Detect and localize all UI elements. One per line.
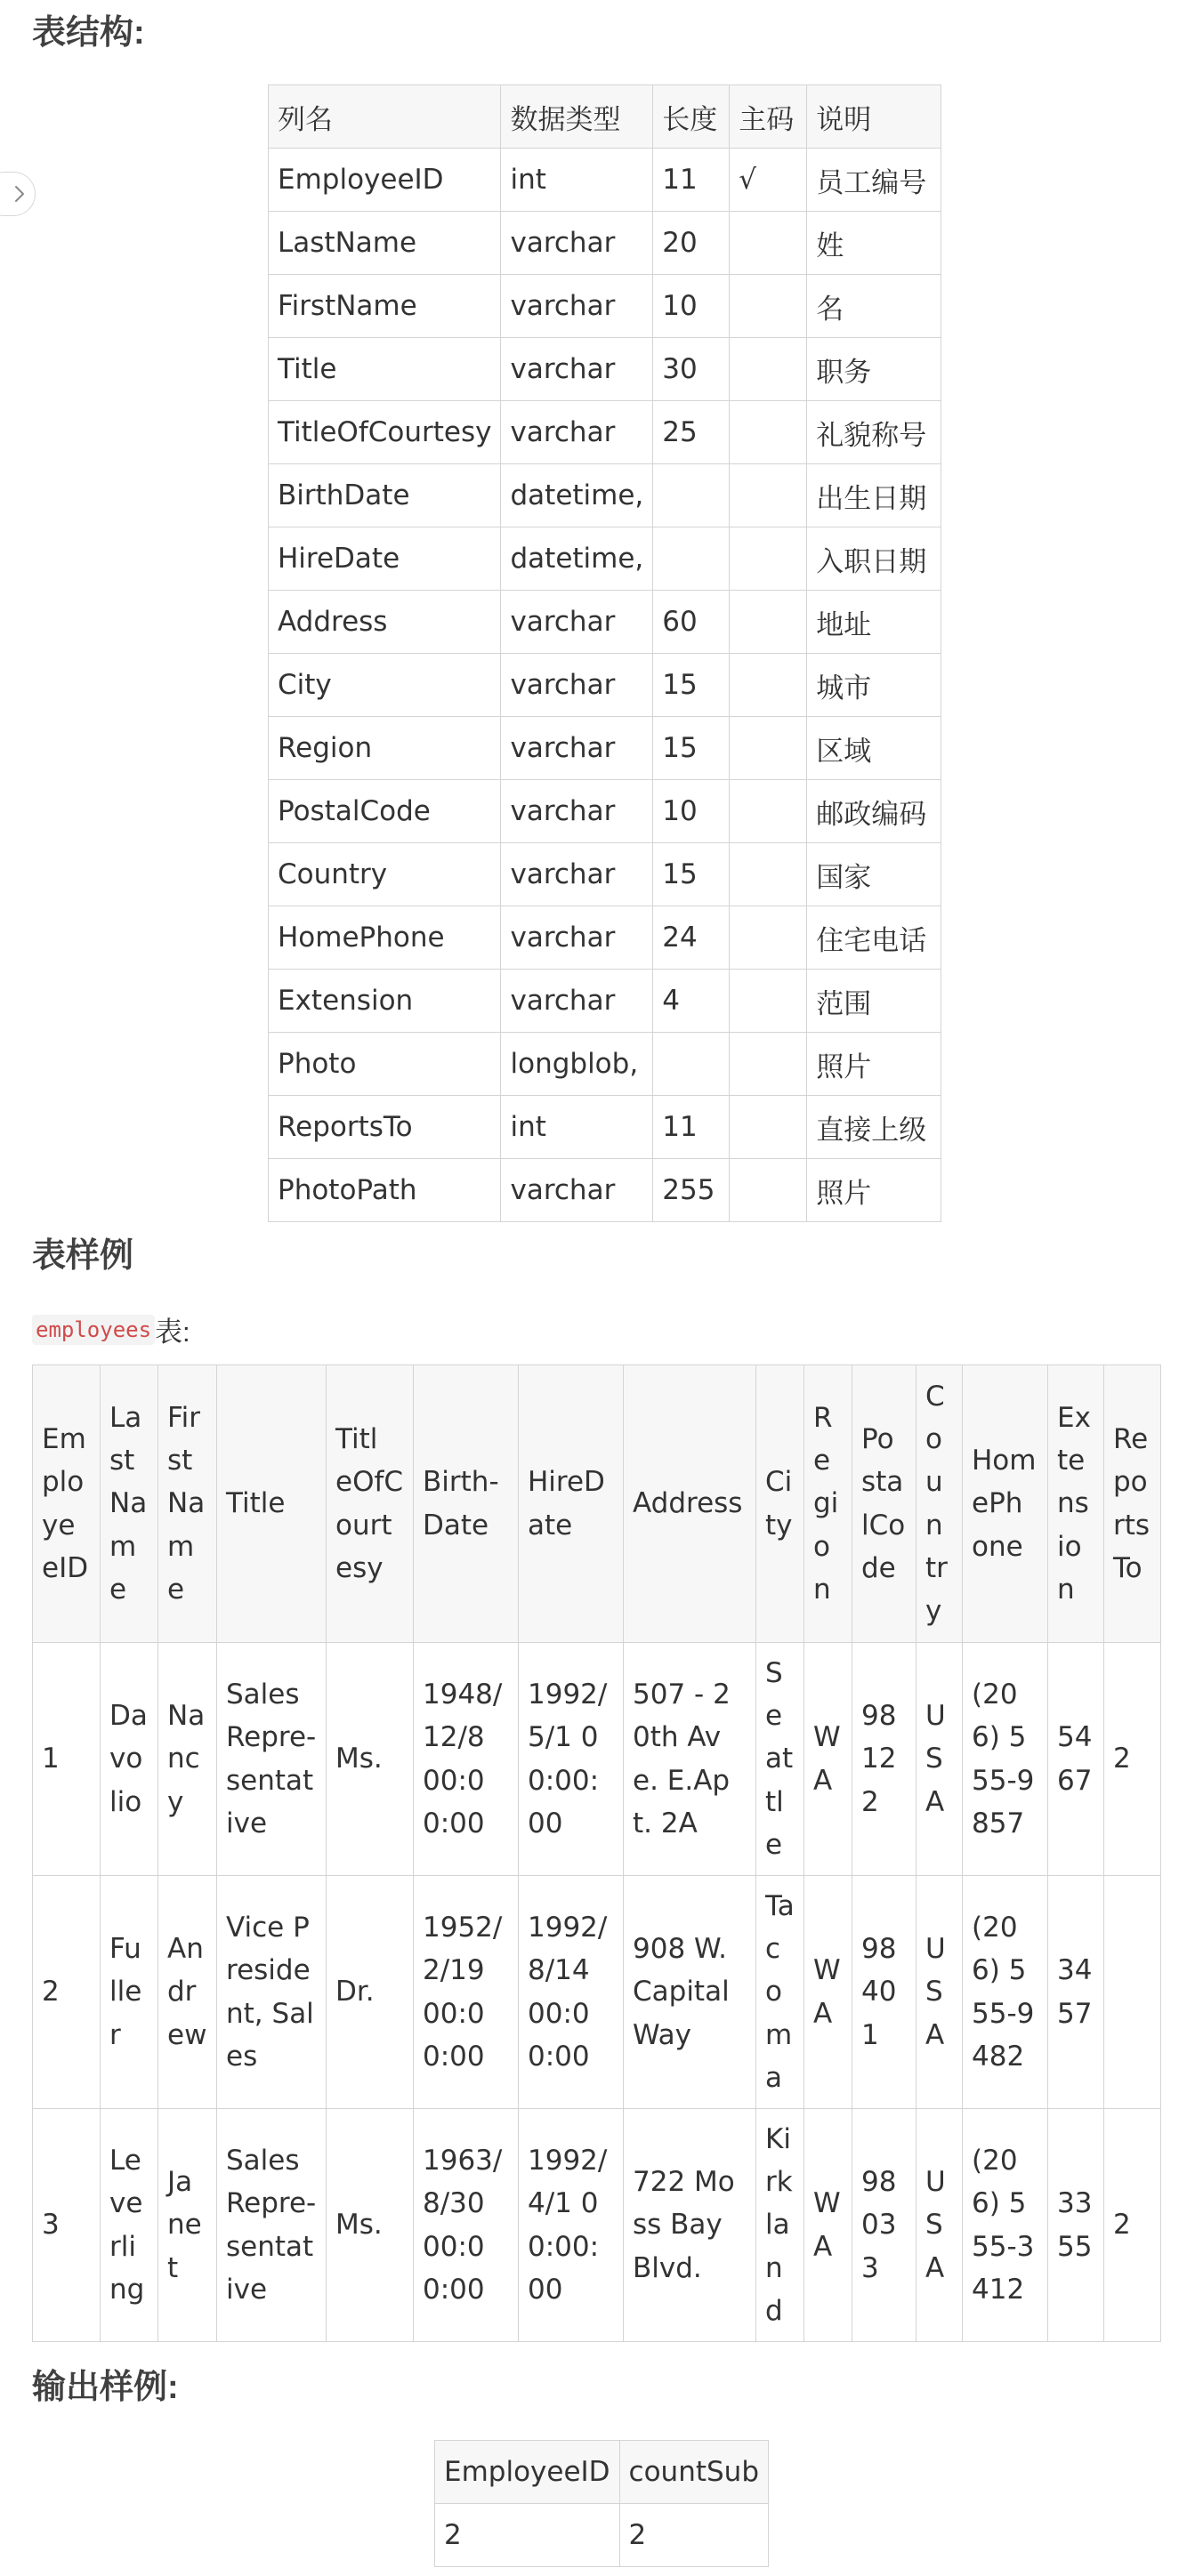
table-cell: Fuller xyxy=(101,1876,158,2109)
table-cell: 722 Moss Bay Blvd. xyxy=(624,2109,756,2342)
table-name-suffix: 表: xyxy=(155,1316,190,1348)
table-cell: PostalCode xyxy=(269,780,501,843)
table-cell xyxy=(730,906,807,970)
table-cell: 98122 xyxy=(852,1643,916,1876)
column-header: 说明 xyxy=(807,85,941,149)
table-row xyxy=(269,654,941,717)
table-cell xyxy=(653,1033,730,1096)
table-cell: 15 xyxy=(653,843,730,906)
table-row xyxy=(435,2504,769,2567)
table-cell: WA xyxy=(804,2109,852,2342)
output-table xyxy=(434,2440,769,2567)
table-cell: USA xyxy=(916,1643,963,1876)
table-cell: 1 xyxy=(33,1643,101,1876)
table-cell xyxy=(730,1096,807,1159)
table-cell: 直接上级 xyxy=(807,1096,941,1159)
table-cell xyxy=(730,780,807,843)
table-cell: varchar xyxy=(501,906,653,970)
table-row xyxy=(269,1033,941,1096)
table-cell: 3457 xyxy=(1048,1876,1104,2109)
table-cell: City xyxy=(269,654,501,717)
table-cell: varchar xyxy=(501,338,653,401)
column-header: countSub xyxy=(619,2441,768,2504)
table-cell: 区域 xyxy=(807,717,941,780)
table-cell xyxy=(730,338,807,401)
column-header: 长度 xyxy=(653,85,730,149)
table-cell xyxy=(730,401,807,464)
table-cell: 地址 xyxy=(807,591,941,654)
table-cell: varchar xyxy=(501,401,653,464)
table-cell: 2 xyxy=(1104,2109,1161,2342)
table-row xyxy=(269,212,941,275)
table-cell xyxy=(730,212,807,275)
column-header: Country xyxy=(916,1365,963,1643)
table-cell xyxy=(730,1159,807,1222)
table-row xyxy=(269,527,941,591)
table-cell: varchar xyxy=(501,212,653,275)
column-header: HireDate xyxy=(519,1365,624,1643)
table-cell: 20 xyxy=(653,212,730,275)
table-cell: longblob, xyxy=(501,1033,653,1096)
column-header: Region xyxy=(804,1365,852,1643)
table-cell: 5467 xyxy=(1048,1643,1104,1876)
column-header: TitleOfCourtesy xyxy=(327,1365,414,1643)
table-cell: 10 xyxy=(653,275,730,338)
table-cell: 2 xyxy=(1104,1643,1161,1876)
table-cell: USA xyxy=(916,1876,963,2109)
table-cell: 98401 xyxy=(852,1876,916,2109)
table-cell: 3355 xyxy=(1048,2109,1104,2342)
table-cell: 15 xyxy=(653,654,730,717)
output-header-row xyxy=(435,2441,769,2504)
table-cell: Seattle xyxy=(756,1643,804,1876)
table-cell: 30 xyxy=(653,338,730,401)
column-header: FirstName xyxy=(158,1365,217,1643)
table-cell: Janet xyxy=(158,2109,217,2342)
column-header: 数据类型 xyxy=(501,85,653,149)
table-cell xyxy=(730,464,807,527)
table-cell: 职务 xyxy=(807,338,941,401)
table-cell: 1992/​5/1 00:00:​00 xyxy=(519,1643,624,1876)
table-cell: varchar xyxy=(501,843,653,906)
table-cell: int xyxy=(501,1096,653,1159)
table-cell: 1952/​2/19 00:00:​00 xyxy=(414,1876,519,2109)
table-cell: 出生日期 xyxy=(807,464,941,527)
table-cell xyxy=(730,1033,807,1096)
chevron-right-icon xyxy=(13,184,26,204)
table-row xyxy=(269,906,941,970)
table-cell: 范围 xyxy=(807,970,941,1033)
table-cell: 1992/​4/1 00:00:​00 xyxy=(519,2109,624,2342)
table-row xyxy=(269,843,941,906)
table-cell: Leverling xyxy=(101,2109,158,2342)
sidebar-toggle-button[interactable] xyxy=(0,172,36,216)
table-cell: Region xyxy=(269,717,501,780)
table-cell: 15 xyxy=(653,717,730,780)
table-cell: 1963/​8/30 00:00:​00 xyxy=(414,2109,519,2342)
table-cell: Sales Representative xyxy=(217,1643,327,1876)
table-row xyxy=(269,464,941,527)
table-cell: 2 xyxy=(619,2504,768,2567)
column-header: PostalCode xyxy=(852,1365,916,1643)
table-cell: varchar xyxy=(501,1159,653,1222)
column-header: EmployeeID xyxy=(435,2441,620,2504)
structure-table xyxy=(268,85,941,1222)
table-cell: 3 xyxy=(33,2109,101,2342)
table-cell: 1992/​8/14 00:00:​00 xyxy=(519,1876,624,2109)
table-cell: varchar xyxy=(501,591,653,654)
table-cell: TitleOfCourtesy xyxy=(269,401,501,464)
table-cell: (206) 555-9482 xyxy=(963,1876,1048,2109)
table-cell: FirstName xyxy=(269,275,501,338)
column-header: City xyxy=(756,1365,804,1643)
table-cell: HomePhone xyxy=(269,906,501,970)
table-cell: 2 xyxy=(33,1876,101,2109)
table-cell: 入职日期 xyxy=(807,527,941,591)
sample-table xyxy=(32,1364,1161,2342)
output-heading: 输出样例: xyxy=(32,2369,179,2406)
table-cell: varchar xyxy=(501,780,653,843)
table-cell: Title xyxy=(269,338,501,401)
table-cell: varchar xyxy=(501,654,653,717)
table-cell: 1948/​12/8 00:00:​00 xyxy=(414,1643,519,1876)
table-cell: Sales Representative xyxy=(217,2109,327,2342)
table-cell: varchar xyxy=(501,717,653,780)
table-row xyxy=(33,1876,1161,2109)
table-name-code: employees xyxy=(32,1315,155,1345)
column-header: HomePhone xyxy=(963,1365,1048,1643)
table-cell: 507 - 20th Ave. E.Apt. 2A xyxy=(624,1643,756,1876)
table-cell xyxy=(730,970,807,1033)
table-cell: 60 xyxy=(653,591,730,654)
table-row xyxy=(269,338,941,401)
table-cell: HireDate xyxy=(269,527,501,591)
table-cell xyxy=(653,527,730,591)
table-cell: 4 xyxy=(653,970,730,1033)
column-header: ReportsTo xyxy=(1104,1365,1161,1643)
column-header: LastName xyxy=(101,1365,158,1643)
table-cell: 城市 xyxy=(807,654,941,717)
table-cell: varchar xyxy=(501,275,653,338)
column-header: Extension xyxy=(1048,1365,1104,1643)
table-cell: 10 xyxy=(653,780,730,843)
table-cell xyxy=(730,717,807,780)
table-cell: WA xyxy=(804,1876,852,2109)
column-header: BirthDate xyxy=(414,1365,519,1643)
table-cell: EmployeeID xyxy=(269,149,501,212)
table-cell xyxy=(730,843,807,906)
table-row xyxy=(269,1096,941,1159)
table-cell: Ms. xyxy=(327,2109,414,2342)
table-cell: datetime, xyxy=(501,527,653,591)
structure-header-row xyxy=(269,85,941,149)
table-cell: 11 xyxy=(653,1096,730,1159)
table-cell: Dr. xyxy=(327,1876,414,2109)
column-header: 列名 xyxy=(269,85,501,149)
table-cell xyxy=(653,464,730,527)
table-cell: (206) 555-9857 xyxy=(963,1643,1048,1876)
table-cell xyxy=(730,591,807,654)
table-cell: Davolio xyxy=(101,1643,158,1876)
table-row xyxy=(269,149,941,212)
table-cell: Andrew xyxy=(158,1876,217,2109)
table-cell: 住宅电话 xyxy=(807,906,941,970)
table-cell: 照片 xyxy=(807,1159,941,1222)
table-cell: Extension xyxy=(269,970,501,1033)
table-cell: LastName xyxy=(269,212,501,275)
table-cell: 25 xyxy=(653,401,730,464)
table-cell: 员工编号 xyxy=(807,149,941,212)
table-cell: 名 xyxy=(807,275,941,338)
sample-caption xyxy=(32,1309,190,1349)
table-cell: Tacoma xyxy=(756,1876,804,2109)
table-cell: Kirkland xyxy=(756,2109,804,2342)
table-cell: Ms. xyxy=(327,1643,414,1876)
table-cell: datetime, xyxy=(501,464,653,527)
table-cell: PhotoPath xyxy=(269,1159,501,1222)
table-cell: WA xyxy=(804,1643,852,1876)
table-cell: √ xyxy=(730,149,807,212)
column-header: Title xyxy=(217,1365,327,1643)
table-cell: 98033 xyxy=(852,2109,916,2342)
table-cell xyxy=(730,654,807,717)
table-row xyxy=(269,970,941,1033)
table-cell: Vice President, Sales xyxy=(217,1876,327,2109)
column-header: EmployeeID xyxy=(33,1365,101,1643)
table-cell: 姓 xyxy=(807,212,941,275)
table-row xyxy=(269,591,941,654)
table-row xyxy=(33,2109,1161,2342)
structure-heading: 表结构: xyxy=(32,14,145,52)
table-cell: 24 xyxy=(653,906,730,970)
table-cell: 255 xyxy=(653,1159,730,1222)
table-cell: Address xyxy=(269,591,501,654)
table-cell xyxy=(730,275,807,338)
table-cell: 邮政编码 xyxy=(807,780,941,843)
table-row xyxy=(269,717,941,780)
table-row xyxy=(269,780,941,843)
table-cell: BirthDate xyxy=(269,464,501,527)
table-row xyxy=(269,275,941,338)
table-row xyxy=(269,1159,941,1222)
table-cell xyxy=(1104,1876,1161,2109)
column-header: 主码 xyxy=(730,85,807,149)
table-cell: varchar xyxy=(501,970,653,1033)
table-cell xyxy=(730,527,807,591)
table-cell: (206) 555-3412 xyxy=(963,2109,1048,2342)
table-row xyxy=(33,1643,1161,1876)
table-cell: 礼貌称号 xyxy=(807,401,941,464)
table-cell: 照片 xyxy=(807,1033,941,1096)
sample-header-row xyxy=(33,1365,1161,1643)
table-cell: 908 W. Capital Way xyxy=(624,1876,756,2109)
column-header: Address xyxy=(624,1365,756,1643)
sample-heading: 表样例 xyxy=(32,1237,134,1275)
table-cell: USA xyxy=(916,2109,963,2342)
table-cell: 国家 xyxy=(807,843,941,906)
table-cell: 2 xyxy=(435,2504,620,2567)
table-cell: Country xyxy=(269,843,501,906)
table-cell: ReportsTo xyxy=(269,1096,501,1159)
table-cell: int xyxy=(501,149,653,212)
table-cell: 11 xyxy=(653,149,730,212)
table-cell: Photo xyxy=(269,1033,501,1096)
table-cell: Nancy xyxy=(158,1643,217,1876)
table-row xyxy=(269,401,941,464)
